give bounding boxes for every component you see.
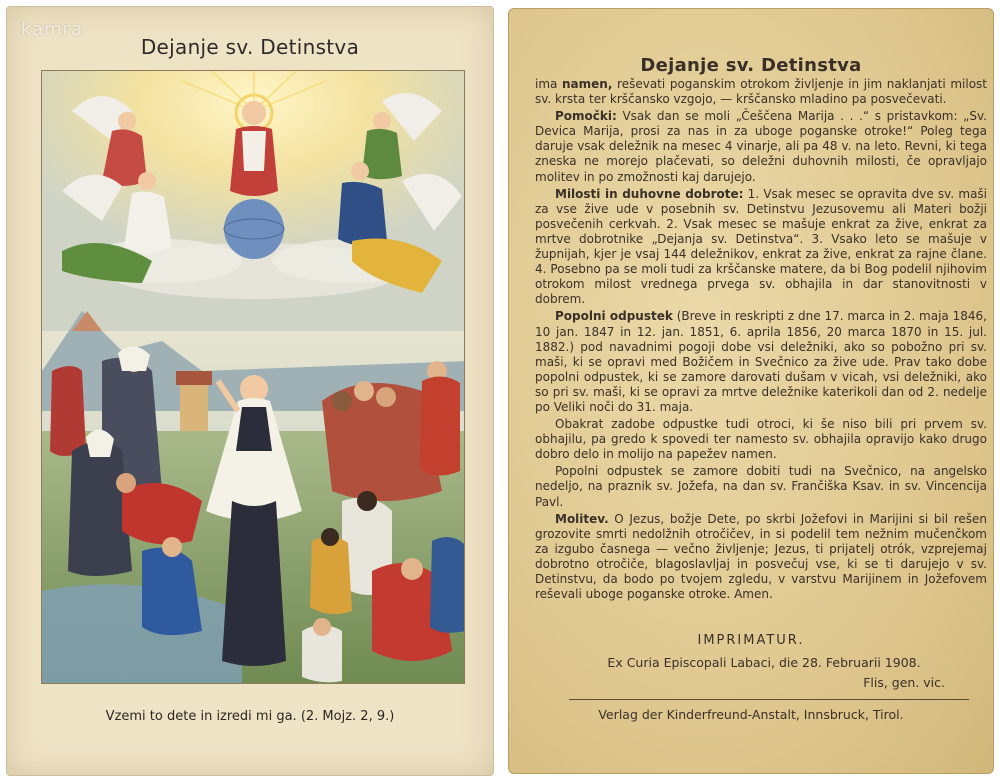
milosti-paragraph	[535, 187, 987, 308]
front-card	[6, 6, 494, 776]
devotional-illustration	[41, 70, 465, 684]
milosti-text: 1. Vsak mesec se opravita dve sv. maši za vse žive ude v posebnih sv. Detinstvu Jezusovemu ali Materi božji posvečenih cerkvah. 2. Vsak mesec se mašuje enkrat za žive, enkrat za mrtve dobrotnike „Dejanja sv. Detinstva“. 3. Vsako leto se mašuje v župnijah, kjer je vsaj 144 deležnikov, enkrat za žive, enkrat za rajne člane. 4. Posebno pa se moli tudi za krščanske matere, da bi Bog podelil njihovim otrokom milost vrednega prvega sv. obhajila in dar stanovitnosti v dobrem.	[535, 186, 988, 307]
obakrat-paragraph: Obakrat zadobe odpustke tudi otroci, ki še niso bili pri prvem sv. obhajilu, pa gredo k spovedi ter namesto sv. obhajila opravijo kako drugo dobro delo in molijo na papežev namen.	[535, 417, 987, 462]
front-title: Dejanje sv. Detinstva	[140, 35, 360, 59]
popolni-odpustek-paragraph: Popolni odpustek se zamore dobiti tudi na Svečnico, na angelsko nedeljo, na praznik sv. Jožefa, na dan sv. Frančiška Ksav. in sv. Vincencija Pavl.	[535, 464, 987, 509]
odpustek-paragraph	[535, 309, 987, 415]
signer: Flis, gen. vic.	[863, 675, 945, 690]
intro-paragraph	[535, 77, 987, 107]
intro-prefix: ima	[535, 77, 563, 91]
front-caption: Vzemi to dete in izredi mi ga. (2. Mojz. 2, 9.)	[105, 709, 395, 724]
back-card	[508, 8, 994, 774]
publisher: Verlag der Kinderfreund-Anstalt, Innsbruck, Tirol.	[598, 707, 904, 722]
pomocki-text: Vsak dan se moli „Češčena Marija . . .“ s pristavkom: „Sv. Devica Marija, prosi za nas in za uboge poganske otroke!“ Poleg tega daruje vsak deležnik na mesec 4 vinarje, ali pa 48 v. na leto. Revni, ki tega zneska ne morejo plačevati, so deležni duhovnih milosti, če opravljajo molitev in po zmožnosti kaj darujejo.	[535, 109, 987, 184]
illustration-artwork	[42, 71, 465, 684]
watermark: kamra	[21, 19, 84, 40]
pomocki-paragraph	[535, 109, 987, 184]
odpustek-text: (Breve in reskripti z dne 17. marca in 2. maja 1846, 10 jan. 1847 in 12. jan. 1851, 6. aprila 1856, 20 marca 1870 in 15. jul. 1882.) pod navadnimi pogoji dobe vsi deležniki, ako so pobožno pri sv. maši, ki se opravi med Božičem in Svečnico za žive ude. Prav tako dobe popolni odpustek, ki se zamore darovati dušam v vicah, vsi deležniki, ako so pri sv. maši, ki se opravi za mrtve deležnike katerikoli dan od 2. nedelje po Veliki noči do 31. maja.	[535, 309, 987, 414]
intro-bold: namen,	[562, 77, 613, 91]
molitev-label: Molitev.	[555, 511, 609, 526]
molitev-text: O Jezus, božje Dete, po skrbi Jožefovi in Marijini si bil rešen grozovite smrti nedolžnih otročičev, in si podelil tem nežnim mučenčkom za izgubo časnega — večno življenje; Jezus, ti prijatelj otrók, vzprejemaj dobrotno otročiče, blagoslavljaj in posvečuj vse, ki se ti darujejo v sv. Detinstvu, da bodo po tvojem zgledu, v varstvu Marijinem in Jožefovem reševali uboge poganske otroke. Amen.	[535, 511, 987, 602]
molitev-paragraph	[535, 512, 987, 603]
divider	[569, 699, 969, 700]
pomocki-label: Pomočki:	[555, 109, 617, 124]
odpustek-label: Popolni odpustek	[555, 309, 673, 324]
back-title: Dejanje sv. Detinstva	[640, 55, 862, 76]
intro-rest: reševati poganskim otrokom življenje in jim naklanjati milost sv. krsta ter krščansko vzgojo, — krščansko mladino pa posvečevati.	[535, 77, 987, 107]
milosti-label: Milosti in duhovne dobrote:	[555, 186, 744, 201]
back-body-text	[535, 77, 987, 604]
imprimatur: IMPRIMATUR.	[697, 633, 805, 648]
curia-line: Ex Curia Episcopali Labaci, die 28. Februarii 1908.	[607, 655, 921, 670]
